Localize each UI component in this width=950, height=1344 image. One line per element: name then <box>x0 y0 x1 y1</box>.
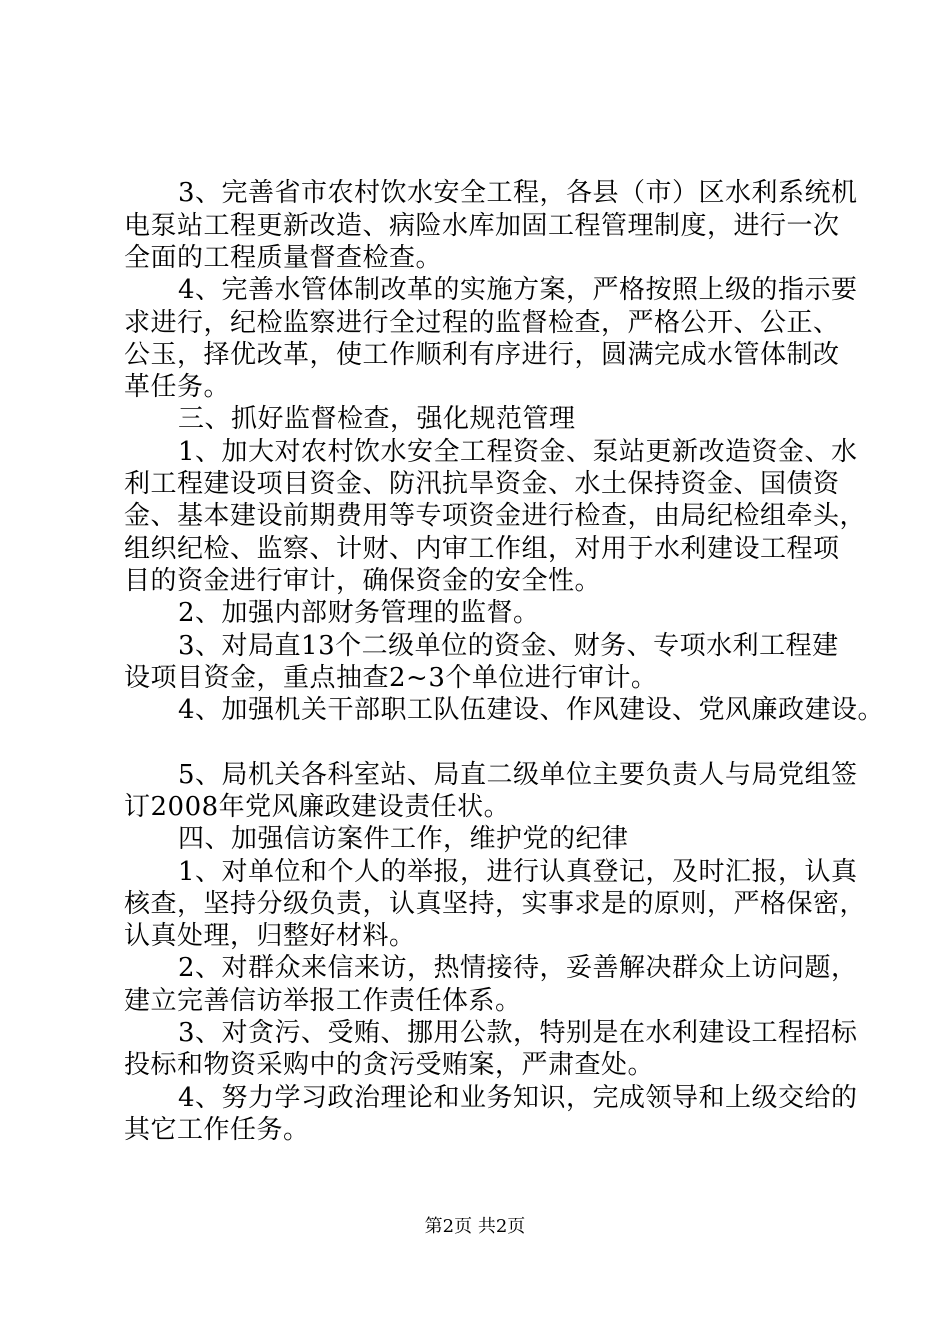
paragraph-line: 金、基本建设前期费用等专项资金进行检查，由局纪检组牵头， <box>124 501 867 531</box>
paragraph-line: 设项目资金，重点抽查2~3个单位进行审计。 <box>124 663 658 693</box>
paragraph-line: 革任务。 <box>124 372 231 402</box>
paragraph-line: 1、对单位和个人的举报，进行认真登记，及时汇报，认真 <box>178 857 858 887</box>
paragraph-line: 订2008年党风廉政建设责任状。 <box>124 792 511 822</box>
paragraph-line: 3、对局直13个二级单位的资金、财务、专项水利工程建 <box>178 631 839 661</box>
paragraph-line: 2、对群众来信来访，热情接待，妥善解决群众上访问题， <box>178 953 858 983</box>
paragraph-line: 4、努力学习政治理论和业务知识，完成领导和上级交给的 <box>178 1083 858 1113</box>
paragraph-line: 求进行，纪检监察进行全过程的监督检查，严格公开、公正、 <box>124 308 840 338</box>
paragraph-line: 投标和物资采购中的贪污受贿案，严肃查处。 <box>124 1050 655 1080</box>
section-heading: 四、加强信访案件工作，维护党的纪律 <box>178 824 629 854</box>
paragraph-line: 建立完善信访举报工作责任体系。 <box>124 986 522 1016</box>
paragraph-line: 4、完善水管体制改革的实施方案，严格按照上级的指示要 <box>178 275 858 305</box>
paragraph-line: 5、局机关各科室站、局直二级单位主要负责人与局党组签 <box>178 760 858 790</box>
paragraph-line: 其它工作任务。 <box>124 1115 310 1145</box>
paragraph-line: 2、加强内部财务管理的监督。 <box>178 598 540 628</box>
paragraph-line: 4、加强机关干部职工队伍建设、作风建设、党风廉政建设。 <box>178 695 885 725</box>
paragraph-line: 电泵站工程更新改造、病险水库加固工程管理制度，进行一次 <box>124 211 840 241</box>
section-heading: 三、抓好监督检查，强化规范管理 <box>178 404 576 434</box>
paragraph-line: 目的资金进行审计，确保资金的安全性。 <box>124 566 602 596</box>
paragraph-line: 利工程建设项目资金、防汛抗旱资金、水土保持资金、国债资 <box>124 469 840 499</box>
page-number-footer: 第2页 共2页 <box>424 1216 526 1237</box>
paragraph-line: 1、加大对农村饮水安全工程资金、泵站更新改造资金、水 <box>178 437 858 467</box>
paragraph-line: 组织纪检、监察、计财、内审工作组，对用于水利建设工程项 <box>124 534 840 564</box>
paragraph-line: 全面的工程质量督查检查。 <box>124 243 443 273</box>
paragraph-line: 3、完善省市农村饮水安全工程，各县（市）区水利系统机 <box>178 178 858 208</box>
paragraph-line: 核查，坚持分级负责，认真坚持，实事求是的原则，严格保密， <box>124 889 867 919</box>
paragraph-line: 公玉，择优改革，使工作顺利有序进行，圆满完成水管体制改 <box>124 340 840 370</box>
paragraph-line: 认真处理，归整好材料。 <box>124 921 416 951</box>
paragraph-line: 3、对贪污、受贿、挪用公款，特别是在水利建设工程招标 <box>178 1018 858 1048</box>
